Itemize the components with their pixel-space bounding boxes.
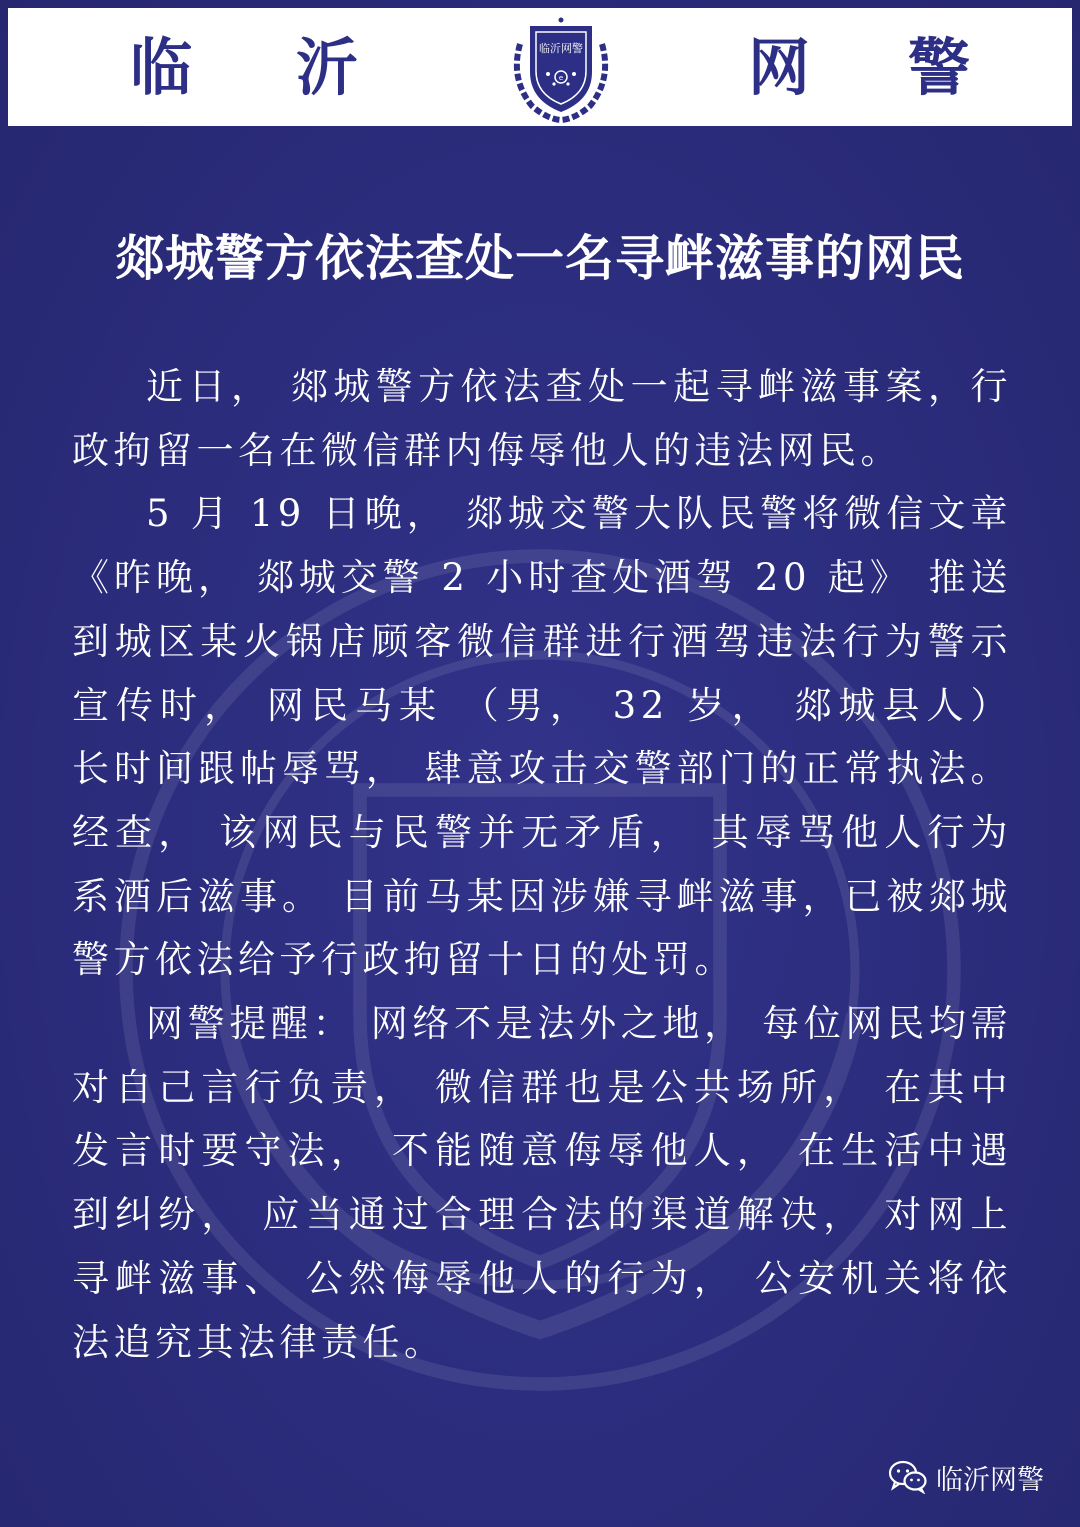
article-body — [72, 355, 1012, 1374]
police-badge-icon — [502, 14, 620, 124]
article-title: 郯城警方依法查处一名寻衅滋事的网民 — [114, 229, 965, 287]
account-name: 临沂网警 — [936, 1464, 1044, 1496]
emblem-text: 临沂网警 — [539, 42, 583, 55]
header-banner — [8, 8, 1072, 126]
paragraph: 网警提醒： 网络不是法外之地， 每位网民均需对自己言行负责， 微信群也是公共场所， 在其中发言时要守法， 不能随意侮辱他人， 在生活中遇到纠纷， 应当通过合理合法的渠道解决， 对网上寻衅滋事、 公然侮辱他人的行为， 公安机关将依法追究其法律责任。 — [72, 1002, 1012, 1364]
header-word-lin: 临 — [130, 31, 195, 104]
header-word-yi: 沂 — [296, 31, 361, 104]
paragraph: 5 月 19 日晚， 郯城交警大队民警将微信文章 《昨晚， 郯城交警 2 小时查处酒驾 20 起》 推送到城区某火锅店顾客微信群进行酒驾违法行为警示宣传时， 网民马某 （男， 32 岁， 郯城县人） 长时间跟帖辱骂， 肆意攻击交警部门的正常执法。 经查， 该网民与民警并无矛盾， 其辱骂他人行为系酒后滋事。 目前马某因涉嫌寻衅滋事，已被郯城警方依法给予行政拘留十日的处罚。 — [72, 492, 1012, 982]
header-word-wang: 网 — [748, 31, 813, 104]
header-word-jing: 警 — [908, 31, 973, 104]
paragraph: 近日， 郯城警方依法查处一起寻衅滋事案，行政拘留一名在微信群内侮辱他人的违法网民。 — [72, 365, 1012, 472]
wechat-icon — [888, 1460, 928, 1494]
svg-text:e: e — [558, 74, 564, 82]
wechat-account-tag — [888, 1452, 1044, 1502]
